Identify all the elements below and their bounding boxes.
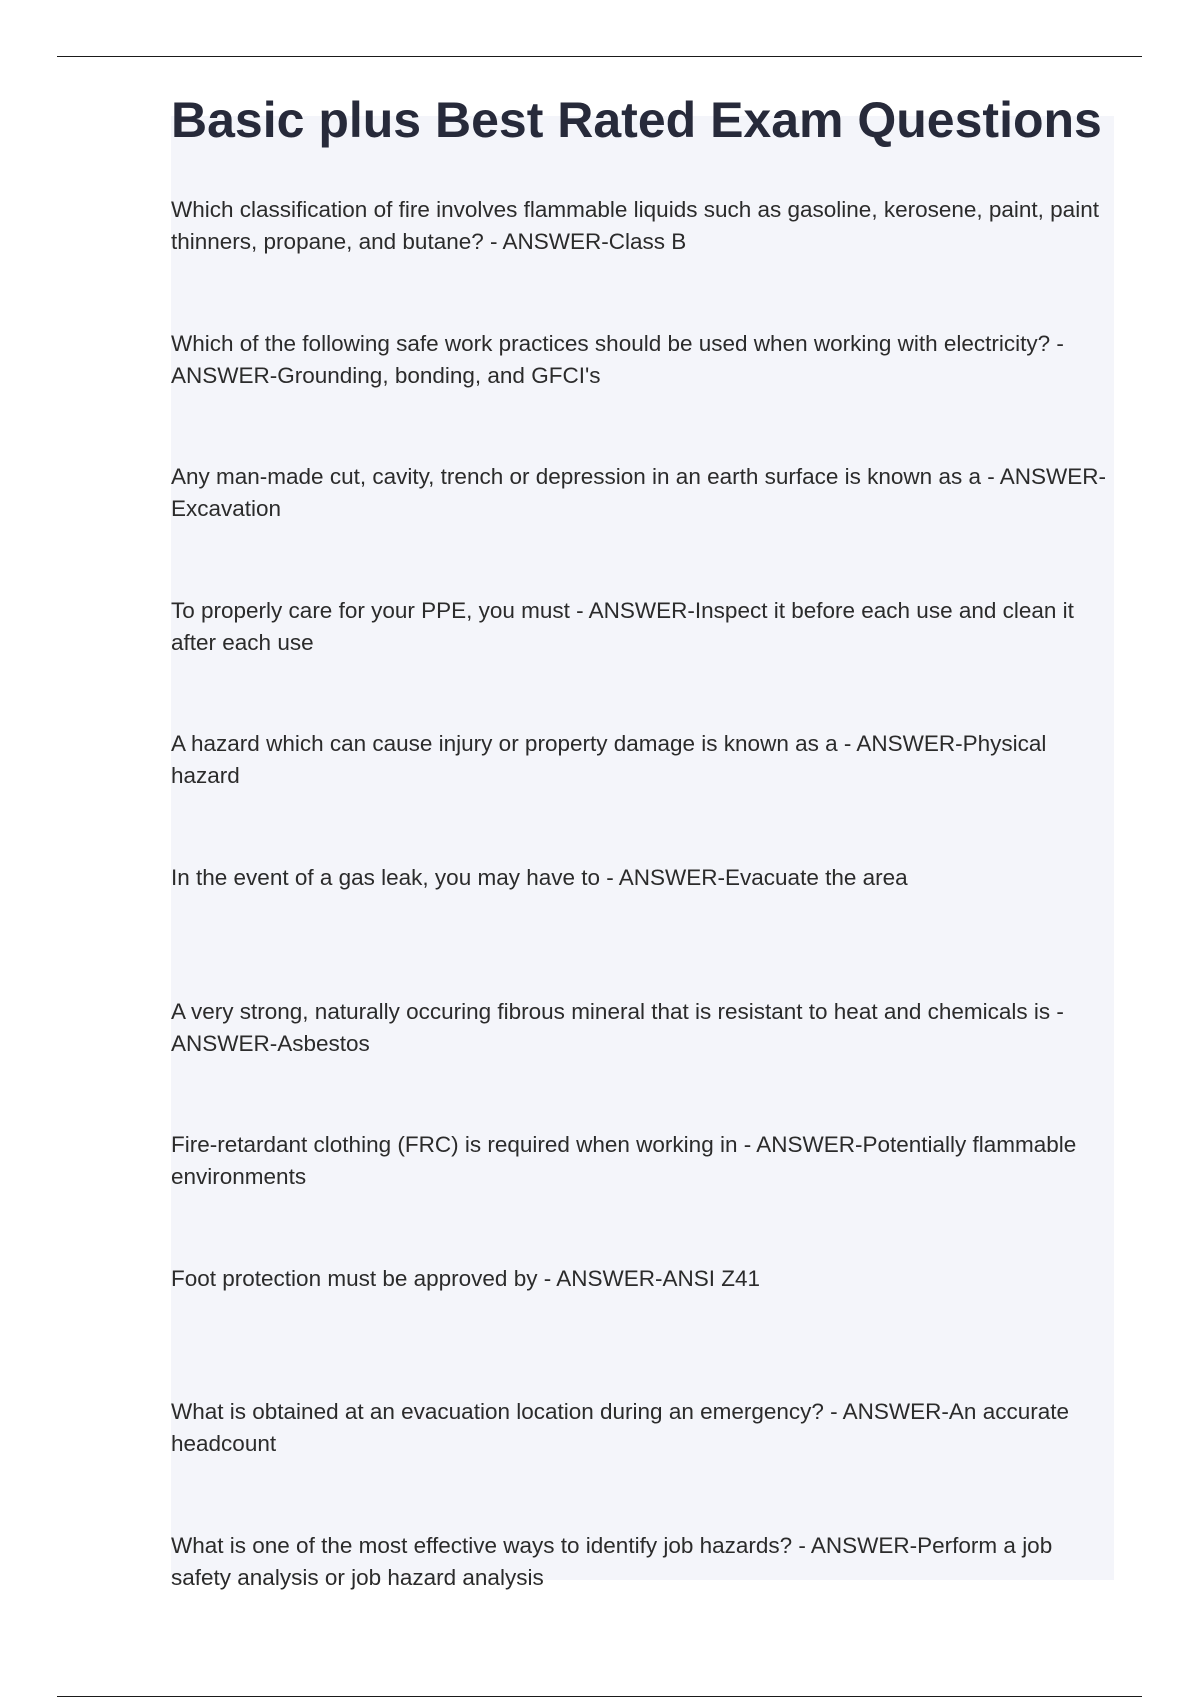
question-item (171, 862, 1116, 996)
question-list (171, 194, 1116, 1664)
question-text: Which of the following safe work practices should be used when working with electricity? - ANSWER-Grounding, bonding, and GFCI's (171, 330, 1064, 388)
question-item (171, 595, 1116, 729)
question-item (171, 1396, 1116, 1530)
document-title: Basic plus Best Rated Exam Questions (171, 92, 1102, 148)
question-item (171, 996, 1116, 1130)
question-text: Foot protection must be approved by - ANSWER-ANSI Z41 (171, 1265, 760, 1291)
question-item (171, 1530, 1116, 1664)
question-text: Any man-made cut, cavity, trench or depression in an earth surface is known as a - ANSWER-Excavation (171, 464, 1106, 522)
question-item (171, 328, 1116, 462)
question-text: Fire-retardant clothing (FRC) is required when working in - ANSWER-Potentially flammable environments (171, 1132, 1077, 1190)
question-text: Which classification of fire involves flammable liquids such as gasoline, kerosene, paint, paint thinners, propane, and butane? - ANSWER-Class B (171, 197, 1099, 254)
question-text: What is obtained at an evacuation location during an emergency? - ANSWER-An accurate headcount (171, 1399, 1069, 1457)
header-rule (57, 56, 1142, 57)
question-item (171, 728, 1116, 862)
question-item (171, 1263, 1116, 1397)
question-text: What is one of the most effective ways to identify job hazards? - ANSWER-Perform a job safety analysis or job hazard analysis (171, 1532, 1053, 1590)
question-item (171, 461, 1116, 595)
question-text: A very strong, naturally occuring fibrous mineral that is resistant to heat and chemicals is - ANSWER-Asbestos (171, 998, 1064, 1056)
question-text: In the event of a gas leak, you may have to - ANSWER-Evacuate the area (171, 864, 908, 890)
question-text: To properly care for your PPE, you must - ANSWER-Inspect it before each use and clean it after each use (171, 597, 1074, 655)
question-item (171, 1129, 1116, 1263)
question-item (171, 194, 1116, 328)
footer-rule (57, 1696, 1142, 1697)
question-text: A hazard which can cause injury or property damage is known as a - ANSWER-Physical hazard (171, 731, 1047, 789)
